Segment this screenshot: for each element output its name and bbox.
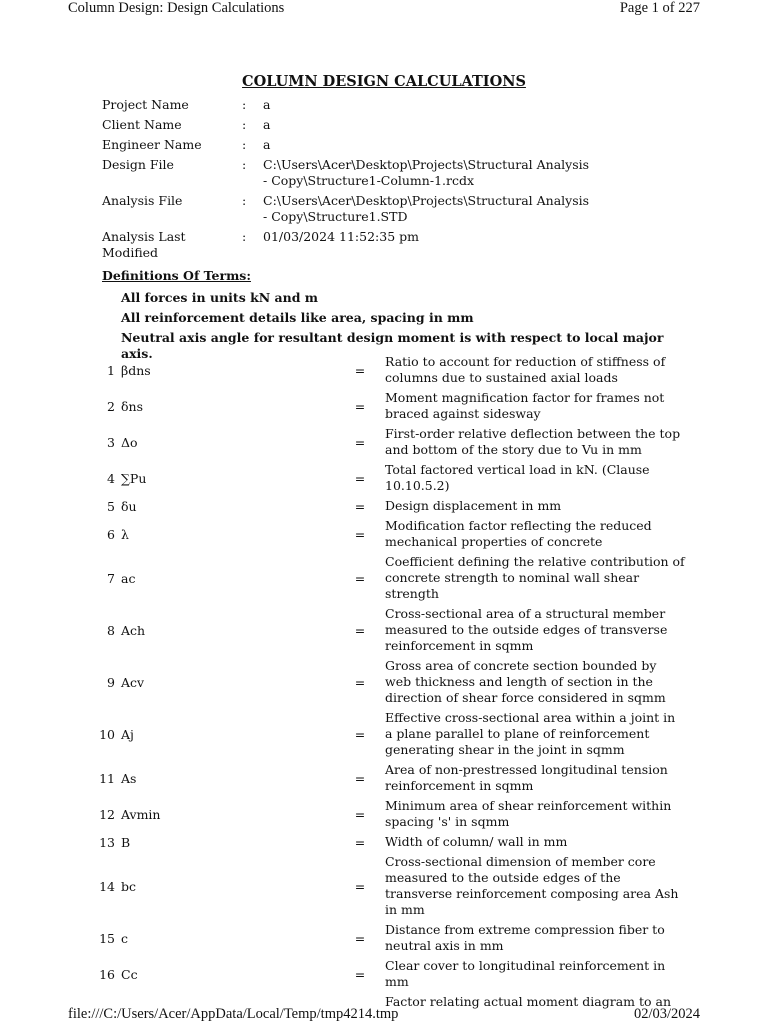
term-row — [95, 710, 685, 758]
term-number: 1 — [107, 362, 115, 378]
project-info — [102, 97, 682, 265]
term-row — [95, 390, 685, 422]
info-value: 01/03/2024 11:52:35 pm — [263, 229, 419, 244]
term-description: Gross area of concrete section bounded by web thickness and length of section in the direction of shear force considered in sqmm — [385, 658, 666, 705]
term-symbol: Acv — [121, 674, 145, 690]
equals-sign: = — [354, 362, 366, 378]
page-number: Page 1 of 227 — [619, 0, 700, 16]
term-symbol: λ — [121, 526, 129, 542]
term-number: 2 — [107, 398, 115, 414]
term-symbol: δns — [121, 398, 143, 414]
term-description: Minimum area of shear reinforcement within spacing 's' in sqmm — [385, 798, 672, 829]
term-row — [95, 922, 685, 954]
equals-sign: = — [354, 526, 366, 542]
definitions-heading: Definitions Of Terms: — [102, 268, 251, 283]
term-description: Total factored vertical load in kN. (Clause 10.10.5.2) — [385, 462, 650, 493]
info-label: Engineer Name — [102, 137, 202, 152]
term-description: Area of non-prestressed longitudinal tension reinforcement in sqmm — [385, 762, 668, 793]
equals-sign: = — [354, 770, 366, 786]
term-number: 7 — [107, 570, 115, 586]
term-number: 13 — [99, 834, 115, 850]
term-row — [95, 354, 685, 386]
term-symbol: Avmin — [121, 806, 161, 822]
term-number: 5 — [107, 498, 115, 514]
term-description: First-order relative deflection between the top and bottom of the story due to Vu in mm — [385, 426, 681, 457]
equals-sign: = — [354, 806, 366, 822]
term-symbol: ac — [121, 570, 136, 586]
info-label: Analysis File — [102, 193, 183, 208]
term-symbol: Δo — [121, 434, 138, 450]
term-symbol: δu — [121, 498, 137, 514]
document-title: COLUMN DESIGN CALCULATIONS — [242, 73, 526, 90]
info-row-analysis-file — [102, 193, 682, 225]
info-colon: : — [242, 229, 247, 244]
term-row — [95, 854, 685, 918]
equals-sign: = — [354, 498, 366, 514]
note-reinforcement-units: All reinforcement details like area, spacing in mm — [121, 310, 474, 325]
term-number: 14 — [99, 878, 115, 894]
term-symbol: B — [121, 834, 131, 850]
info-label: Design File — [102, 157, 174, 172]
term-description: Factor relating actual moment diagram to an — [385, 994, 672, 1009]
info-label: Project Name — [102, 97, 189, 112]
term-row — [95, 658, 685, 706]
info-value: C:\Users\Acer\Desktop\Projects\Structural Analysis - Copy\Structure1-Column-1.rcdx — [263, 157, 590, 188]
term-row — [95, 834, 685, 850]
info-row-client-name — [102, 117, 682, 133]
info-colon: : — [242, 137, 247, 152]
equals-sign: = — [354, 398, 366, 414]
term-description: Effective cross-sectional area within a joint in a plane parallel to plane of reinforcement generating shear in the joint in sqmm — [385, 710, 676, 757]
term-number: 4 — [107, 470, 115, 486]
info-row-engineer-name — [102, 137, 682, 153]
term-row — [95, 426, 685, 458]
equals-sign: = — [354, 434, 366, 450]
term-description: Modification factor reflecting the reduced mechanical properties of concrete — [385, 518, 652, 549]
term-row — [95, 606, 685, 654]
term-number: 6 — [107, 526, 115, 542]
info-colon: : — [242, 97, 247, 112]
term-description: Distance from extreme compression fiber to neutral axis in mm — [385, 922, 665, 953]
term-description: Ratio to account for reduction of stiffness of columns due to sustained axial loads — [385, 354, 666, 385]
term-number: 9 — [107, 674, 115, 690]
equals-sign: = — [354, 570, 366, 586]
term-number: 8 — [107, 622, 115, 638]
term-row — [95, 958, 685, 990]
info-colon: : — [242, 117, 247, 132]
term-description: Width of column/ wall in mm — [385, 834, 568, 849]
note-forces-units: All forces in units kN and m — [121, 290, 319, 305]
equals-sign: = — [354, 622, 366, 638]
info-label: Client Name — [102, 117, 182, 132]
term-description: Design displacement in mm — [385, 498, 562, 513]
info-row-analysis-last-modified — [102, 229, 682, 261]
term-row — [95, 554, 685, 602]
term-symbol: βdns — [121, 362, 151, 378]
term-description: Coefficient defining the relative contribution of concrete strength to nominal wall shear strength — [385, 554, 685, 601]
term-number: 3 — [107, 434, 115, 450]
info-value: a — [263, 97, 271, 112]
equals-sign: = — [354, 470, 366, 486]
print-date: 02/03/2024 — [633, 1006, 700, 1022]
equals-sign: = — [354, 966, 366, 982]
term-number: 11 — [99, 770, 115, 786]
info-colon: : — [242, 157, 247, 172]
term-description: Cross-sectional dimension of member core measured to the outside edges of the transverse reinforcement composing area Ash in mm — [385, 854, 679, 917]
equals-sign: = — [354, 930, 366, 946]
term-symbol: bc — [121, 878, 137, 894]
term-number: 10 — [99, 726, 115, 742]
file-path: file:///C:/Users/Acer/AppData/Local/Temp/tmp4214.tmp — [68, 1006, 399, 1022]
term-description: Clear cover to longitudinal reinforcement in mm — [385, 958, 666, 989]
term-row — [95, 498, 685, 514]
info-row-design-file — [102, 157, 682, 189]
equals-sign: = — [354, 878, 366, 894]
term-symbol: Cc — [121, 966, 138, 982]
info-value: a — [263, 117, 271, 132]
term-row — [95, 762, 685, 794]
term-description: Cross-sectional area of a structural member measured to the outside edges of transverse reinforcement in sqmm — [385, 606, 668, 653]
term-symbol: As — [121, 770, 137, 786]
term-row — [95, 798, 685, 830]
term-number: 12 — [99, 806, 115, 822]
info-value: C:\Users\Acer\Desktop\Projects\Structural Analysis - Copy\Structure1.STD — [263, 193, 590, 224]
term-number: 15 — [99, 930, 115, 946]
page-header-title: Column Design: Design Calculations — [68, 0, 285, 16]
equals-sign: = — [354, 674, 366, 690]
info-value: a — [263, 137, 271, 152]
terms-list — [95, 354, 685, 1014]
info-row-project-name — [102, 97, 682, 113]
info-colon: : — [242, 193, 247, 208]
term-number: 16 — [99, 966, 115, 982]
term-symbol: c — [121, 930, 129, 946]
equals-sign: = — [354, 834, 366, 850]
term-symbol: Ach — [121, 622, 146, 638]
term-description: Moment magnification factor for frames not braced against sidesway — [385, 390, 665, 421]
info-label: Analysis Last Modified — [102, 229, 186, 260]
equals-sign: = — [354, 726, 366, 742]
term-row — [95, 518, 685, 550]
note-neutral-axis: Neutral axis angle for resultant design moment is with respect to local major axis. — [121, 330, 664, 361]
term-symbol: ∑Pu — [121, 470, 147, 486]
term-row — [95, 462, 685, 494]
term-symbol: Aj — [121, 726, 134, 742]
